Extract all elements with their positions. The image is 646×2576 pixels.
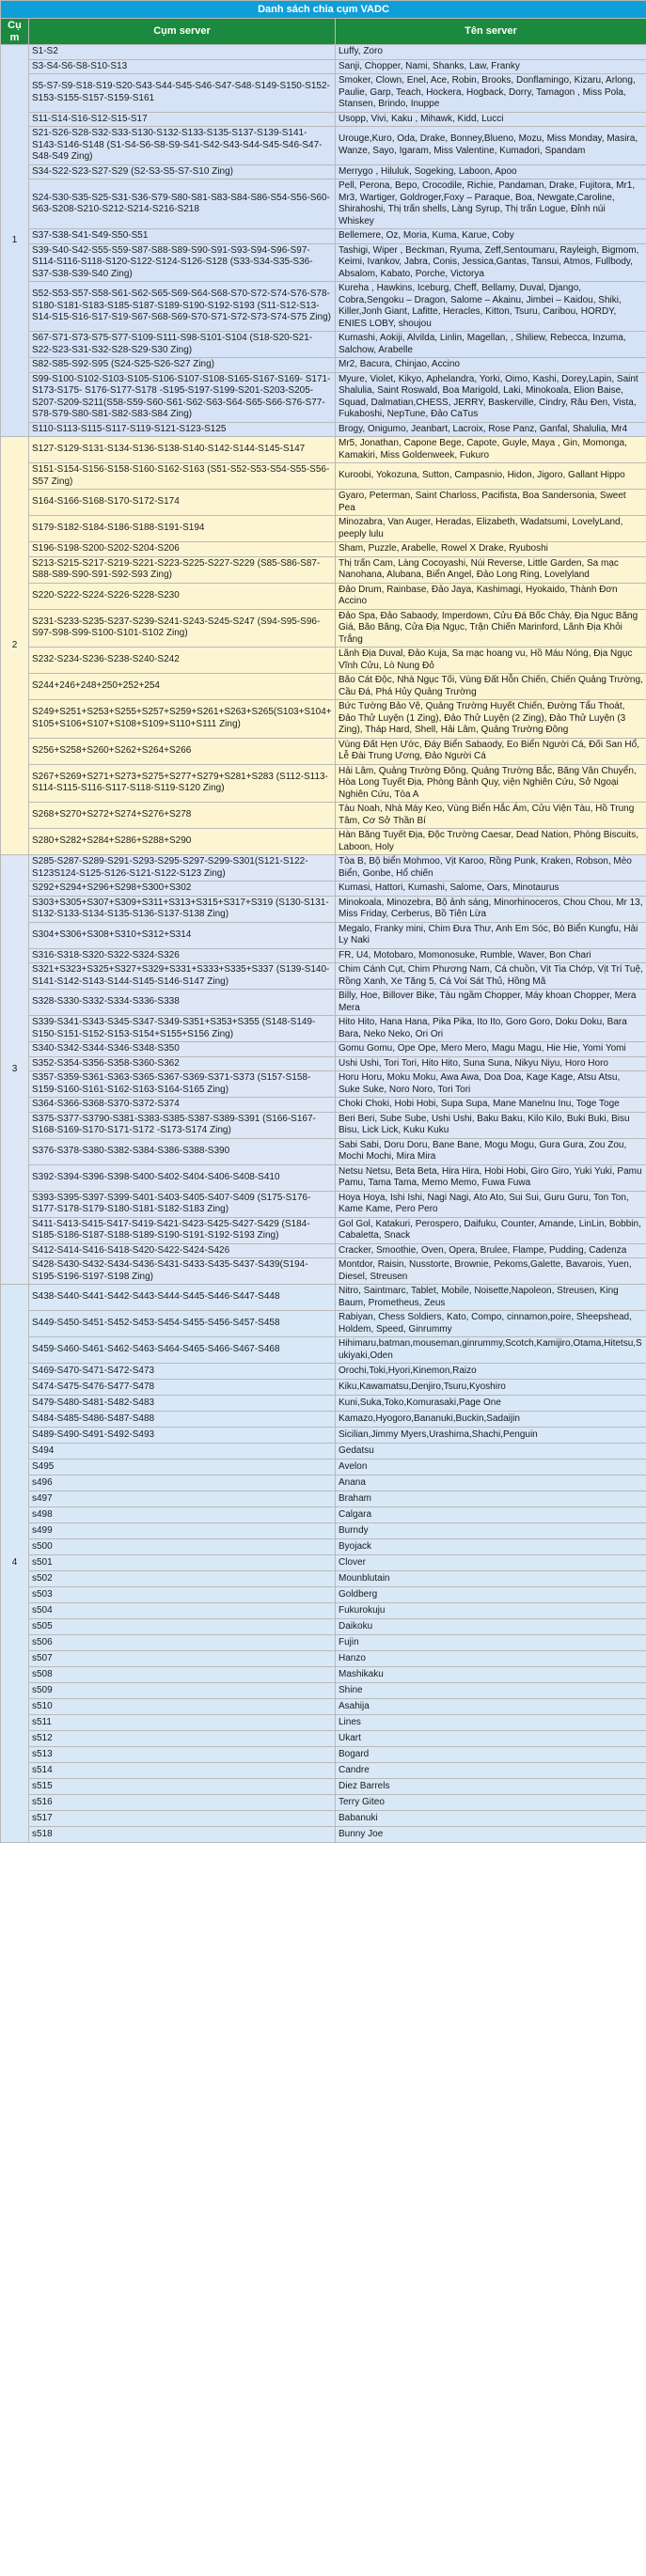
server-names-cell: Kiku,Kawamatsu,Denjiro,Tsuru,Kyoshiro [336,1380,646,1396]
server-names-cell: Sicilian,Jimmy Myers,Urashima,Shachi,Penguin [336,1428,646,1444]
header-servers: Cụm server [29,19,336,45]
server-names-cell: Vùng Đất Hẹn Ước, Đáy Biển Sabaody, Eo Biển Người Cá, Đối San Hổ, Lễ Đài Trung Ương, Đảo Người Cá [336,738,646,764]
server-names-cell: Hihimaru,batman,mouseman,ginrummy,Scotch,Kamijiro,Otama,Hitetsu,Sukiyaki,Oden [336,1337,646,1364]
server-names-cell: Ushi Ushi, Tori Tori, Hito Hito, Suna Suna, Nikyu Niyu, Horo Horo [336,1056,646,1071]
server-names-cell: Netsu Netsu, Beta Beta, Hira Hira, Hobi Hobi, Giro Giro, Yuki Yuki, Pamu Pamu, Tama Tama, Memo Memo, Fuwa Fuwa [336,1164,646,1191]
server-names-cell: FR, U4, Motobaro, Momonosuke, Rumble, Waver, Bon Chari [336,948,646,963]
server-list-cell: S3-S4-S6-S8-S10-S13 [29,59,336,74]
table-row [1,1555,646,1571]
server-list-cell: S340-S342-S344-S346-S348-S350 [29,1042,336,1057]
table-row [1,556,646,583]
server-names-cell: Tashigi, Wiper , Beckman, Ryuma, Zeff,Sentoumaru, Rayleigh, Bigmom, Keimi, Ivankov, Jabra, Conis, Jessica,Gantas, Tansui, Atmos, Fullbody, Absalom, Kabato, Porche, Victorya [336,243,646,282]
server-names-cell: Gomu Gomu, Ope Ope, Mero Mero, Magu Magu, Hie Hie, Yomi Yomi [336,1042,646,1057]
table-row [1,1811,646,1827]
table-row [1,243,646,282]
server-list-cell: S494 [29,1444,336,1460]
server-names-cell: Cracker, Smoothie, Oven, Opera, Brulee, Flampe, Pudding, Cadenza [336,1243,646,1258]
table-row [1,1795,646,1811]
table-body [1,45,646,1843]
server-list-cell: S52-S53-S57-S58-S61-S62-S65-S69-S64-S68-S70-S72-S74-S76-S78-S180-S181-S183-S185-S187-S189-S190-S192-S193 (S11-S12-S13-S14-S15-S16-S17-S19-S67-S68-S69-S70-S71-S72-S73-S74-S75 Zing) [29,282,336,332]
server-names-cell: Megalo, Franky mini, Chim Đưa Thư, Anh Em Sóc, Bò Biển Kungfu, Hải Ly Naki [336,922,646,948]
server-list-cell: S328-S330-S332-S334-S336-S338 [29,990,336,1016]
server-names-cell: Tòa B, Bộ biển Mohmoo, Vịt Karoo, Rồng Punk, Kraken, Robson, Mèo Biển, Gonbe, Hổ chiến [336,855,646,882]
table-row [1,1138,646,1164]
server-names-cell: Anana [336,1475,646,1491]
server-list-cell: s510 [29,1699,336,1715]
table-row [1,229,646,244]
server-names-cell: Mr5, Jonathan, Capone Bege, Capote, Guyle, Maya , Gin, Momonga, Kamakiri, Miss Goldenweek, Fukuro [336,437,646,463]
table-row [1,963,646,990]
table-row [1,372,646,422]
server-list-cell: s514 [29,1763,336,1779]
table-row [1,490,646,516]
table-row [1,127,646,165]
table-row [1,1635,646,1651]
server-names-cell: Hải Lâm, Quảng Trường Đông, Quảng Trường Bắc, Băng Vân Chuyển, Hòa Long Tuyết Địa, Phòng Bảnh Quy, viện Nghiên Cứu, Sở Ngoại Nghiên Cứu, Tòa A [336,764,646,803]
table-row [1,896,646,922]
server-names-cell: Myure, Violet, Kikyo, Aphelandra, Yorki, Oimo, Kashi, Dorey,Lapin, Saint Shalulia, Saint Roswald, Boa Marigold, Laki, Minokoala, Elion Baise, Squad, Dalmatian,CHESS, JERRY, Baskerville, Cindry, Râu Đen, Vista, Fukaboshi, NepTune, Đảo CaTus [336,372,646,422]
table-row [1,1651,646,1667]
server-list-cell: S303+S305+S307+S309+S311+S313+S315+S317+S319 (S130-S131-S132-S133-S134-S135-S136-S137-S138 Zing) [29,896,336,922]
table-row [1,700,646,739]
server-names-cell: Mr2, Bacura, Chinjao, Accino [336,358,646,373]
server-names-cell: Lãnh Địa Duval, Đảo Kuja, Sa mạc hoang vu, Hồ Máu Nóng, Địa Ngục Vĩnh Cửu, Lò Nung Đỏ [336,648,646,674]
server-names-cell: Calgara [336,1507,646,1523]
server-names-cell: Urouge,Kuro, Oda, Drake, Bonney,Blueno, Mozu, Miss Monday, Masira, Wanze, Sayo, Igaram, Miss Valentine, Kumadori, Spandam [336,127,646,165]
server-names-cell: Minokoala, Minozebra, Bộ ảnh sáng, Minorhinoceros, Chou Chou, Mr 13, Miss Friday, Cerberus, Bồ Tiên Lừa [336,896,646,922]
server-list-cell: s508 [29,1667,336,1683]
table-row [1,45,646,60]
server-list-cell: s518 [29,1827,336,1843]
table-row [1,1507,646,1523]
server-names-cell: Kumashi, Aokiji, Alvilda, Linlin, Magellan, , Shiliew, Rebecca, Inzuma, Salchow, Arabelle [336,332,646,358]
server-names-cell: Mounblutain [336,1571,646,1587]
table-row [1,738,646,764]
server-list-cell: S11-S14-S16-S12-S15-S17 [29,112,336,127]
server-names-cell: Horu Horu, Moku Moku, Awa Awa, Doa Doa, Kage Kage, Atsu Atsu, Suke Suke, Noro Noro, Tori Tori [336,1071,646,1098]
table-row [1,516,646,542]
server-list-cell: S469-S470-S471-S472-S473 [29,1364,336,1380]
server-list-cell: S24-S30-S35-S25-S31-S36-S79-S80-S81-S83-S84-S86-S54-S56-S60-S63-S208-S210-S212-S214-S216-S218 [29,180,336,229]
server-list-cell: S292+S294+S296+S298+S300+S302 [29,882,336,897]
table-row [1,1337,646,1364]
server-names-cell: Clover [336,1555,646,1571]
server-list-cell: S304+S306+S308+S310+S312+S314 [29,922,336,948]
server-names-cell: Gedatsu [336,1444,646,1460]
server-names-cell: Merrygo , Hiluluk, Sogeking, Laboon, Apoo [336,164,646,180]
server-names-cell: Babanuki [336,1811,646,1827]
server-names-cell: Smoker, Clown, Enel, Ace, Robin, Brooks, Donflamingo, Kizaru, Arlong, Paulie, Garp, Teach, Hockera, Hogback, Dorry, Tamagon , Miss Pola, Stansen, Brindo, Inuppe [336,74,646,113]
table-row [1,1603,646,1619]
table-row [1,1285,646,1311]
server-names-cell: Gol Gol, Katakuri, Perospero, Daifuku, Counter, Amande, LinLin, Bobbin, Cabaletta, Snack [336,1217,646,1243]
table-row [1,948,646,963]
group-id-cell: 1 [1,45,29,437]
table-row [1,437,646,463]
server-names-cell: Nitro, Saintmarc, Tablet, Mobile, Noisette,Napoleon, Streusen, King Baum, Prometheus, Zeus [336,1285,646,1311]
server-names-cell: Bunny Joe [336,1827,646,1843]
table-row [1,1827,646,1843]
server-names-cell: Asahija [336,1699,646,1715]
server-names-cell: Brogy, Onigumo, Jeanbart, Lacroix, Rose Panz, Ganfal, Shalulia, Mr4 [336,422,646,437]
table-row [1,59,646,74]
table-row [1,855,646,882]
server-names-cell: Braham [336,1491,646,1507]
table-row [1,358,646,373]
table-row [1,1731,646,1747]
server-list-cell: s504 [29,1603,336,1619]
server-names-cell: Candre [336,1763,646,1779]
server-names-cell: Bão Cát Độc, Nhà Ngục Tối, Vùng Đất Hỗn Chiến, Chiến Quảng Trường, Cầu Đá, Phá Hủy Quảng Trường [336,674,646,700]
server-list-cell: S151-S154-S156-S158-S160-S162-S163 (S51-S52-S53-S54-S55-S56-S57 Zing) [29,463,336,490]
server-names-cell: Ukart [336,1731,646,1747]
server-names-cell: Goldberg [336,1587,646,1603]
server-list-cell: S449-S450-S451-S452-S453-S454-S455-S456-S457-S458 [29,1311,336,1337]
server-names-cell: Thị trấn Cam, Làng Cocoyashi, Núi Reverse, Little Garden, Sa mạc Nanohana, Alubana, Biển Angel, Đảo Long Ring, Lovelyland [336,556,646,583]
server-list-cell: S220-S222-S224-S226-S228-S230 [29,583,336,609]
table-row [1,1683,646,1699]
server-list-cell: S474-S475-S476-S477-S478 [29,1380,336,1396]
server-list-cell: s501 [29,1555,336,1571]
header-group: Cụm [1,19,29,45]
header-names: Tên server [336,19,646,45]
table-row [1,332,646,358]
server-list-cell: S412-S414-S416-S418-S420-S422-S424-S426 [29,1243,336,1258]
table-row [1,542,646,557]
server-list-cell: s516 [29,1795,336,1811]
table-row [1,1042,646,1057]
server-list-cell: S5-S7-S9-S18-S19-S20-S43-S44-S45-S46-S47-S48-S149-S150-S152-S153-S155-S157-S159-S161 [29,74,336,113]
table-row [1,1491,646,1507]
server-list-cell: S495 [29,1460,336,1475]
server-list-cell: S411-S413-S415-S417-S419-S421-S423-S425-S427-S429 (S184-S185-S186-S187-S188-S189-S190-S191-S192-S193 Zing) [29,1217,336,1243]
table-row [1,1016,646,1042]
server-names-cell: Shine [336,1683,646,1699]
server-list-cell: S352-S354-S356-S358-S360-S362 [29,1056,336,1071]
server-list-cell: S39-S40-S42-S55-S59-S87-S88-S89-S90-S91-S93-S94-S96-S97-S114-S116-S118-S120-S122-S124-S126-S128 (S33-S34-S35-S36-S37-S38-S39-S40 Zing) [29,243,336,282]
server-list-cell: s511 [29,1715,336,1731]
table-row [1,1396,646,1412]
server-list-cell: S339-S341-S343-S345-S347-S349-S351+S353+S355 (S148-S149-S150-S151-S152-S153-S154+S155+S156 Zing) [29,1016,336,1042]
server-names-cell: Kamazo,Hyogoro,Bananuki,Buckin,Sadaijin [336,1412,646,1428]
table-row [1,1699,646,1715]
server-names-cell: Kureha , Hawkins, Iceburg, Cheff, Bellamy, Duval, Django, Cobra,Sengoku – Dragon, Salome – Akainu, Jimbei – Kaidou, Shiki, Killer,Jonh Giant, Lafitte, Heracles, Kitton, Tsuru, Caribou, HORDY, ENIES LOBY, shoujou [336,282,646,332]
table-row [1,1460,646,1475]
table-row [1,282,646,332]
server-names-cell: Burndy [336,1523,646,1539]
server-names-cell: Fujin [336,1635,646,1651]
server-names-cell: Mashikaku [336,1667,646,1683]
server-names-cell: Tàu Noah, Nhà Máy Keo, Vùng Biển Hắc Ám, Cửu Viện Tàu, Hồ Trung Tâm, Cơ Sở Thần Bí [336,803,646,829]
server-names-cell: Terry Giteo [336,1795,646,1811]
table-row [1,674,646,700]
server-names-cell: Đảo Drum, Rainbase, Đảo Jaya, Kashimagi, Hyokaido, Thành Đơn Accino [336,583,646,609]
server-names-cell: Billy, Hoe, Billover Bike, Tàu ngầm Chopper, Máy khoan Chopper, Mera Mera [336,990,646,1016]
server-list-cell: S392-S394-S396-S398-S400-S402-S404-S406-S408-S410 [29,1164,336,1191]
table-row [1,1523,646,1539]
table-row [1,1164,646,1191]
table-row [1,422,646,437]
server-names-cell: Hoya Hoya, Ishi Ishi, Nagi Nagi, Ato Ato, Sui Sui, Guru Guru, Ton Ton, Kame Kame, Pero Pero [336,1191,646,1217]
server-list-cell: s509 [29,1683,336,1699]
server-names-cell: Hanzo [336,1651,646,1667]
server-list-cell: S196-S198-S200-S202-S204-S206 [29,542,336,557]
table-row [1,1098,646,1113]
server-list-cell: s506 [29,1635,336,1651]
table-row [1,609,646,648]
server-list-cell: S489-S490-S491-S492-S493 [29,1428,336,1444]
table-row [1,882,646,897]
table-row [1,1747,646,1763]
server-list-cell: S357-S359-S361-S363-S365-S367-S369-S371-S373 (S157-S158-S159-S160-S161-S162-S163-S164-S165 Zing) [29,1071,336,1098]
server-list-cell: s512 [29,1731,336,1747]
server-names-cell: Sabi Sabi, Doru Doru, Bane Bane, Mogu Mogu, Gura Gura, Zou Zou, Mochi Mochi, Mira Mira [336,1138,646,1164]
server-list-cell: s507 [29,1651,336,1667]
server-names-cell: Kumasi, Hattori, Kumashi, Salome, Oars, Minotaurus [336,882,646,897]
table-row [1,1428,646,1444]
server-list-cell: s499 [29,1523,336,1539]
server-names-cell: Rabiyan, Chess Soldiers, Kato, Compo, cinnamon,poire, Sheepshead, Holdem, Speed, Ginrummy [336,1311,646,1337]
server-names-cell: Chim Cánh Cụt, Chim Phương Nam, Cá chuồn, Vịt Tia Chớp, Vịt Trí Tuệ, Rồng Xanh, Xe Tăng 5, Cá Voi Sát Thủ, Hồng Mã [336,963,646,990]
table-row [1,990,646,1016]
server-names-cell: Kuni,Suka,Toko,Komurasaki,Page One [336,1396,646,1412]
server-list-cell: S364-S366-S368-S370-S372-S374 [29,1098,336,1113]
table-row [1,1763,646,1779]
table-row [1,1475,646,1491]
table-row [1,1112,646,1138]
server-list-cell: s497 [29,1491,336,1507]
server-list-cell: S321+S323+S325+S327+S329+S331+S333+S335+S337 (S139-S140-S141-S142-S143-S144-S145-S146-S147 Zing) [29,963,336,990]
server-list-cell: S428-S430-S432-S434-S436-S431-S433-S435-S437-S439(S194-S195-S196-S197-S198 Zing) [29,1258,336,1285]
server-list-cell: S34-S22-S23-S27-S29 (S2-S3-S5-S7-S10 Zing) [29,164,336,180]
server-list-cell: S127-S129-S131-S134-S136-S138-S140-S142-S144-S145-S147 [29,437,336,463]
table-row [1,1056,646,1071]
table-row [1,1311,646,1337]
server-list-cell: S179-S182-S184-S186-S188-S191-S194 [29,516,336,542]
server-names-cell: Choki Choki, Hobi Hobi, Supa Supa, Mane ManeInu Inu, Toge Toge [336,1098,646,1113]
table-row [1,583,646,609]
table-row [1,829,646,855]
group-id-cell: 3 [1,855,29,1285]
group-id-cell: 2 [1,437,29,855]
table-title: Danh sách chia cụm VADC [1,1,646,19]
table-row [1,1539,646,1555]
server-names-cell: Daikoku [336,1619,646,1635]
server-list-cell: S316-S318-S320-S322-S324-S326 [29,948,336,963]
server-list-cell: S110-S113-S115-S117-S119-S121-S123-S125 [29,422,336,437]
table-row [1,1667,646,1683]
table-row [1,463,646,490]
server-names-cell: Byojack [336,1539,646,1555]
server-names-cell: Hito Hito, Hana Hana, Pika Pika, Ito Ito, Goro Goro, Doku Doku, Bara Bara, Neko Neko, Ori Ori [336,1016,646,1042]
server-list-cell: S21-S26-S28-S32-S33-S130-S132-S133-S135-S137-S139-S141-S143-S146-S148 (S1-S4-S6-S8-S9-S41-S42-S43-S44-S45-S46-S47-S48-S49 Zing) [29,127,336,165]
server-list-cell: S231-S233-S235-S237-S239-S241-S243-S245-S247 (S94-S95-S96-S97-S98-S99-S100-S101-S102 Zing) [29,609,336,648]
server-list-cell: S375-S377-S3790-S381-S383-S385-S387-S389-S391 (S166-S167-S168-S169-S170-S171-S172 -S173-S174 Zing) [29,1112,336,1138]
server-names-cell: Sham, Puzzle, Arabelle, Rowel X Drake, Ryuboshi [336,542,646,557]
table-row [1,1587,646,1603]
server-list-cell: S280+S282+S284+S286+S288+S290 [29,829,336,855]
server-list-cell: s498 [29,1507,336,1523]
server-list-cell: S393-S395-S397-S399-S401-S403-S405-S407-S409 (S175-S176-S177-S178-S179-S180-S181-S182-S183 Zing) [29,1191,336,1217]
server-names-cell: Beri Beri, Sube Sube, Ushi Ushi, Baku Baku, Kilo Kilo, Buki Buki, Bisu Bisu, Lick Lick, Kuku Kuku [336,1112,646,1138]
server-list-cell: S82-S85-S92-S95 (S24-S25-S26-S27 Zing) [29,358,336,373]
server-names-cell: Usopp, Vivi, Kaku , Mihawk, Kidd, Lucci [336,112,646,127]
table-row [1,1071,646,1098]
table-row [1,1380,646,1396]
server-list-cell: S479-S480-S481-S482-S483 [29,1396,336,1412]
table-row [1,180,646,229]
table-row [1,1364,646,1380]
server-list-cell: S459-S460-S461-S462-S463-S464-S465-S466-S467-S468 [29,1337,336,1364]
server-names-cell: Avelon [336,1460,646,1475]
server-names-cell: Diez Barrels [336,1779,646,1795]
server-list-cell: s496 [29,1475,336,1491]
server-list-cell: S256+S258+S260+S262+S264+S266 [29,738,336,764]
server-list-cell: S267+S269+S271+S273+S275+S277+S279+S281+S283 (S112-S113-S114-S115-S116-S117-S118-S119-S120 Zing) [29,764,336,803]
server-names-cell: Hàn Băng Tuyết Địa, Độc Trường Caesar, Dead Nation, Phòng Biscuits, Laboon, Holy [336,829,646,855]
table-row [1,112,646,127]
server-list-cell: S99-S100-S102-S103-S105-S106-S107-S108-S165-S167-S169- S171-S173-S175- S176-S177-S178 -S195-S197-S199-S201-S203-S205-S207-S209-S211(S58-S59-S60-S61-S62-S63-S64-S65-S66-S76-S77-S78-S79-S80-S81-S82-S83-S84 Zing) [29,372,336,422]
table-row [1,648,646,674]
server-list-cell: S268+S270+S272+S274+S276+S278 [29,803,336,829]
server-list-cell: S438-S440-S441-S442-S443-S444-S445-S446-S447-S448 [29,1285,336,1311]
group-id-cell: 4 [1,1285,29,1843]
server-names-cell: Montdor, Raisin, Nusstorte, Brownie, Pekoms,Galette, Bavarois, Yuen, Diesel, Streusen [336,1258,646,1285]
server-list-cell: S67-S71-S73-S75-S77-S109-S111-S98-S101-S104 (S18-S20-S21-S22-S23-S31-S32-S28-S29-S30 Zing) [29,332,336,358]
table-header-row [1,19,646,45]
server-list-cell: S1-S2 [29,45,336,60]
table-row [1,164,646,180]
table-row [1,1412,646,1428]
server-names-cell: Đảo Spa, Đảo Sabaody, Imperdown, Cửu Đá Bốc Cháy, Địa Ngục Băng Giá, Bão Băng, Cửa Địa Ngục, Trận Chiến Marinford, Lãnh Địa Khỏi Trắng [336,609,646,648]
table-row [1,1571,646,1587]
server-list-cell: s505 [29,1619,336,1635]
server-names-cell: Fukurokuju [336,1603,646,1619]
table-row [1,1779,646,1795]
server-names-cell: Lines [336,1715,646,1731]
table-row [1,1258,646,1285]
server-list-cell: S164-S166-S168-S170-S172-S174 [29,490,336,516]
server-names-cell: Luffy, Zoro [336,45,646,60]
table-row [1,1619,646,1635]
table-row [1,922,646,948]
server-list-cell: S213-S215-S217-S219-S221-S223-S225-S227-S229 (S85-S86-S87-S88-S89-S90-S91-S92-S93 Zing) [29,556,336,583]
table-row [1,74,646,113]
server-list-cell: s500 [29,1539,336,1555]
server-names-cell: Gyaro, Peterman, Saint Charloss, Pacifista, Boa Sandersonia, Sweet Pea [336,490,646,516]
server-names-cell: Minozabra, Van Auger, Heradas, Elizabeth, Wadatsumi, LovelyLand, peeply lulu [336,516,646,542]
server-list-cell: S376-S378-S380-S382-S384-S386-S388-S390 [29,1138,336,1164]
table-row [1,1715,646,1731]
server-list-cell: s502 [29,1571,336,1587]
server-list-cell: s503 [29,1587,336,1603]
server-list-cell: S232-S234-S236-S238-S240-S242 [29,648,336,674]
table-row [1,1191,646,1217]
server-list-cell: S249+S251+S253+S255+S257+S259+S261+S263+S265(S103+S104+S105+S106+S107+S108+S109+S110+S111 Zing) [29,700,336,739]
server-names-cell: Pell, Perona, Bepo, Crocodile, Richie, Pandaman, Drake, Fujitora, Mr1, Mr3, Wartiger, Goldroger,Foxy – Paraque, Boa, Newgate,Caroline, Shirahoshi, Thị trấn shells, Làng Syrup, Thị trấn Logue, Đỉnh núi Whiskey [336,180,646,229]
server-names-cell: Bức Tường Bảo Vệ, Quảng Trường Huyết Chiến, Đường Tẩu Thoát, Đảo Thử Luyện (1 Zing), Đảo Thử Luyện (2 Zing), Đảo Thử Luyện (3 Zing), Tháp Hard, Shell, Hải Lâm, Quảng Trường Đông [336,700,646,739]
server-names-cell: Kuroobi, Yokozuna, Sutton, Campasnio, Hidon, Jigoro, Gallant Hippo [336,463,646,490]
server-list-cell: S37-S38-S41-S49-S50-S51 [29,229,336,244]
table-row [1,1217,646,1243]
server-names-cell: Orochi,Toki,Hyori,Kinemon,Raizo [336,1364,646,1380]
server-names-cell: Bellemere, Oz, Moria, Kuma, Karue, Coby [336,229,646,244]
table-row [1,1243,646,1258]
server-names-cell: Bogard [336,1747,646,1763]
server-list-cell: S285-S287-S289-S291-S293-S295-S297-S299-S301(S121-S122-S123S124-S125-S126-S121-S122-S123 Zing) [29,855,336,882]
server-list-cell: s515 [29,1779,336,1795]
server-list-cell: s513 [29,1747,336,1763]
server-list-cell: s517 [29,1811,336,1827]
server-names-cell: Sanji, Chopper, Nami, Shanks, Law, Franky [336,59,646,74]
table-row [1,764,646,803]
server-list-cell: S244+246+248+250+252+254 [29,674,336,700]
table-row [1,1444,646,1460]
table-row [1,803,646,829]
server-list-cell: S484-S485-S486-S487-S488 [29,1412,336,1428]
